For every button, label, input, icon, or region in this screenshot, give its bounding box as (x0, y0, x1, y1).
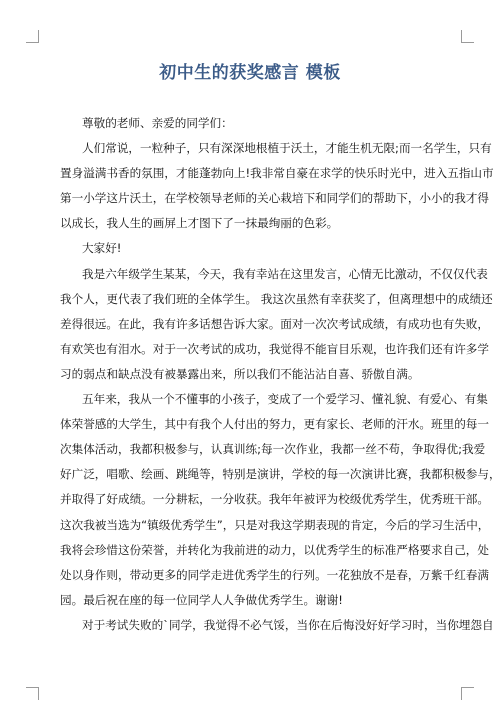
paragraph-line: 处以身作则，带动更多的同学走进优秀学生的行列。一花独放不是春，万紫千红春满 (60, 568, 489, 582)
greeting-line: 大家好! (82, 241, 122, 255)
document-title: 初中生的获奖感言 模板 (159, 63, 341, 83)
salutation-line: 尊敬的老师、亲爱的同学们： (82, 116, 233, 130)
paragraph-line: 人们常说，一粒种子，只有深深地根植于沃土，才能生机无限;而一名学生，只有 (82, 141, 492, 155)
crop-mark-top-left (26, 30, 39, 43)
paragraph-line: 五年来，我从一个不懂事的小孩子，变成了一个爱学习、懂礼貌、有爱心、有集 (82, 392, 488, 406)
paragraph-line: 习的弱点和缺点没有被暴露出来，所以我们不能沾沾自喜、骄傲自满。 (60, 367, 420, 381)
paragraph-line: 我个人，更代表了我们班的全体学生。 我这次虽然有幸获奖了，但离理想中的成绩还 (60, 292, 493, 306)
paragraph-line: 次集体活动，我都积极参与，认真训练;每一次作业，我都一丝不苟，争取得优;我爱 (60, 442, 486, 456)
crop-mark-bottom-right (461, 687, 474, 700)
paragraph-line: 有欢笑也有泪水。对于一次考试的成功，我觉得不能盲目乐观，也许我们还有许多学 (60, 342, 489, 356)
paragraph-line: 这次我被当选为“镇级优秀学生”，只是对我这学期表现的肯定，今后的学习生活中， (60, 518, 490, 532)
paragraph-line: 第一小学这片沃土，在学校领导老师的关心栽培下和同学们的帮助下，小小的我才得 (60, 191, 489, 205)
paragraph-line: 差得很远。在此，我有许多话想告诉大家。面对一次次考试成绩，有成功也有失败， (60, 317, 489, 331)
paragraph-line: 我是六年级学生某某，今天，我有幸站在这里发言，心情无比激动，不仅仅代表 (82, 267, 488, 281)
paragraph-line: 置身溢满书香的氛围，才能蓬勃向上!我非常自豪在求学的快乐时光中，进入五指山市 (60, 166, 494, 180)
crop-mark-bottom-left (26, 687, 39, 700)
paragraph-line: 我将会珍惜这份荣誉，并转化为我前进的动力，以优秀学生的标准严格要求自己，处 (60, 543, 489, 557)
paragraph-line: 对于考试失败的`同学，我觉得不必气馁，当你在后悔没好好学习时，当你埋怨自 (82, 618, 494, 632)
paragraph-line: 体荣誉感的大学生，其中有我个人付出的努力，更有家长、老师的汗水。班里的每一 (60, 417, 489, 431)
paragraph-line: 好广泛，唱歌、绘画、跳绳等，特别是演讲，学校的每一次演讲比赛，我都积极参与， (60, 467, 501, 481)
paragraph-line: 园。最后祝在座的每一位同学人人争做优秀学生。谢谢! (60, 593, 343, 607)
paragraph-line: 并取得了好成绩。一分耕耘，一分收获。我年年被评为校级优秀学生，优秀班干部。 (60, 492, 489, 506)
crop-mark-top-right (461, 30, 474, 43)
paragraph-line: 以成长，我人生的画屏上才图下了一抹最绚丽的色彩。 (60, 216, 339, 230)
